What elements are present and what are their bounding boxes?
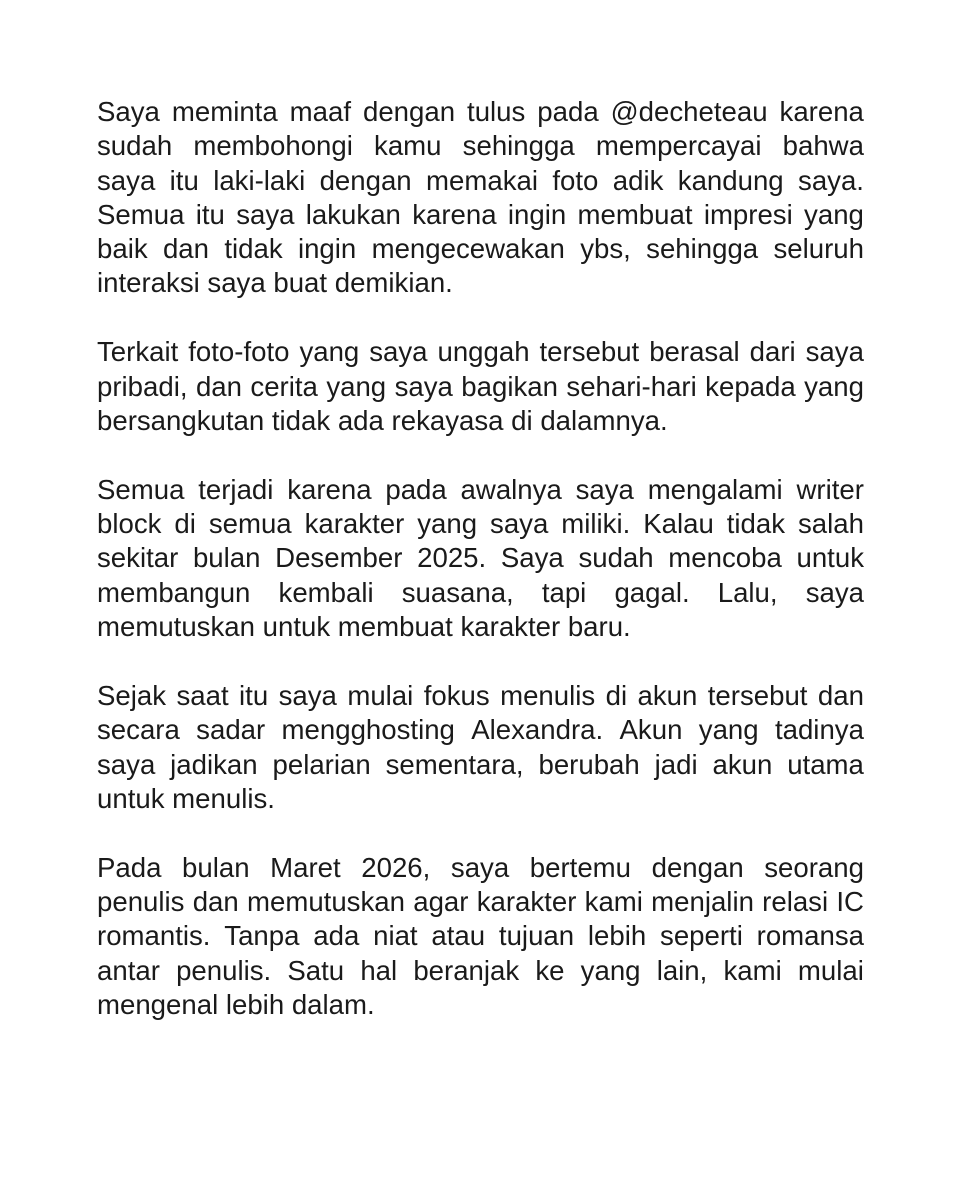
paragraph-3 <box>97 473 864 644</box>
text-line: sekitar bulan Desember 2025. Saya sudah mencoba untuk <box>97 542 864 574</box>
text-line: Terkait foto-foto yang saya unggah tersebut berasal dari saya <box>97 336 864 368</box>
text-line: Pada bulan Maret 2026, saya bertemu dengan seorang <box>97 851 864 883</box>
text-line: sudah membohongi kamu sehingga mempercayai bahwa <box>97 130 864 162</box>
text-line: untuk menulis. <box>97 782 275 814</box>
text-line: Sejak saat itu saya mulai fokus menulis di akun tersebut dan <box>97 679 864 711</box>
text-line: secara sadar mengghosting Alexandra. Akun yang tadinya <box>97 714 864 746</box>
text-line: memutuskan untuk membuat karakter baru. <box>97 611 631 643</box>
text-line: interaksi saya buat demikian. <box>97 267 453 299</box>
text-line: saya jadikan pelarian sementara, berubah jadi akun utama <box>97 748 864 780</box>
text-line: penulis dan memutuskan agar karakter kami menjalin relasi IC <box>97 886 864 918</box>
paragraph-5 <box>97 851 864 1022</box>
text-line: antar penulis. Satu hal beranjak ke yang lain, kami mulai <box>97 954 864 986</box>
text-line: baik dan tidak ingin mengecewakan ybs, sehingga seluruh <box>97 233 864 265</box>
text-line: Semua terjadi karena pada awalnya saya mengalami writer <box>97 473 864 505</box>
paragraph-2 <box>97 335 864 438</box>
text-line: Saya meminta maaf dengan tulus pada @decheteau karena <box>97 96 864 127</box>
text-line: Semua itu saya lakukan karena ingin membuat impresi yang <box>97 198 864 230</box>
paragraph-1 <box>97 95 864 301</box>
text-line: saya itu laki-laki dengan memakai foto adik kandung saya. <box>97 164 864 196</box>
text-line: block di semua karakter yang saya miliki. Kalau tidak salah <box>97 508 864 540</box>
text-line: pribadi, dan cerita yang saya bagikan sehari-hari kepada yang <box>97 370 864 402</box>
text-line: romantis. Tanpa ada niat atau tujuan lebih seperti romansa <box>97 920 864 952</box>
text-line: membangun kembali suasana, tapi gagal. Lalu, saya <box>97 576 864 608</box>
text-line: mengenal lebih dalam. <box>97 988 375 1020</box>
paragraph-4 <box>97 679 864 816</box>
text-line: bersangkutan tidak ada rekayasa di dalamnya. <box>97 404 668 436</box>
statement-document <box>97 95 864 1057</box>
